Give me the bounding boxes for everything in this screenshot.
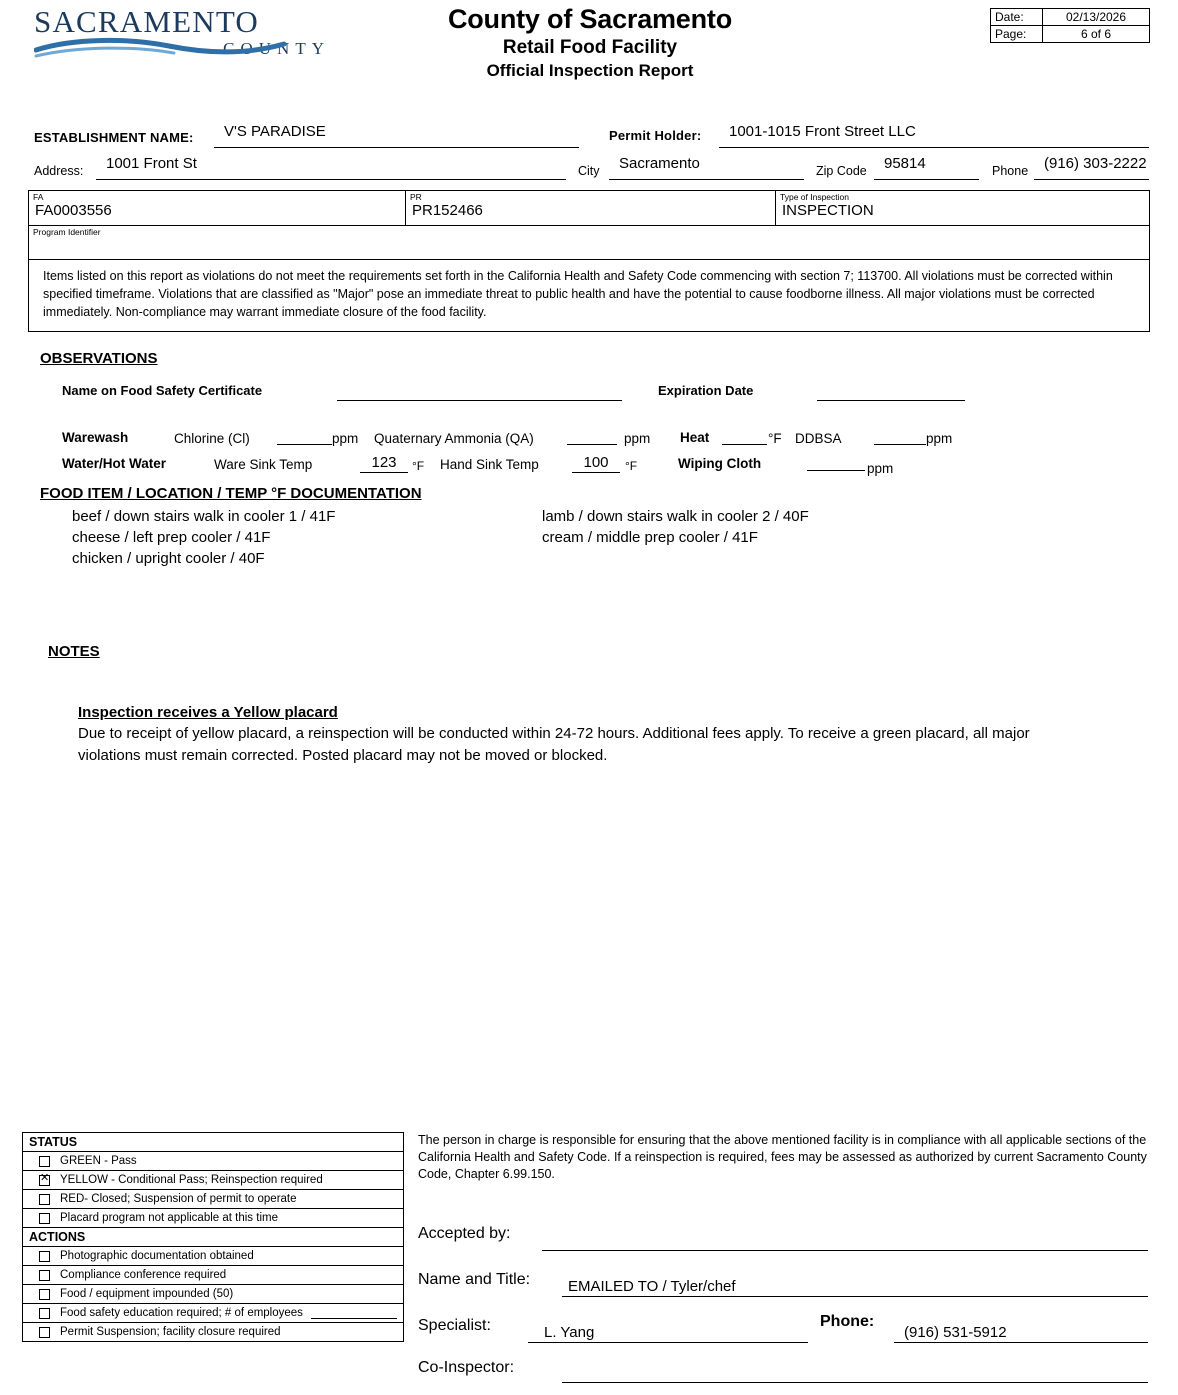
expiration-date-field[interactable] [817, 379, 965, 401]
wiping-cloth-field[interactable] [807, 455, 865, 471]
accepted-by-field[interactable] [542, 1250, 1148, 1251]
food-item: lamb / down stairs walk in cooler 2 / 40F [542, 508, 809, 526]
ddbsa-field[interactable] [874, 429, 926, 445]
establishment-name-row [34, 122, 1150, 152]
county-logo [34, 6, 334, 59]
report-subtitle: Retail Food Facility [502, 37, 678, 58]
chlorine-label: Chlorine (Cl) [174, 431, 250, 447]
page-value: 6 of 6 [1080, 27, 1112, 41]
food-item: cheese / left prep cooler / 41F [72, 529, 271, 547]
wiping-cloth-ppm-unit: ppm [867, 461, 894, 477]
city-label: City [578, 164, 600, 178]
name-title-field[interactable] [562, 1296, 1148, 1297]
logo-wordmark: SACRAMENTO [34, 4, 260, 39]
establishment-section [34, 122, 1150, 186]
status-header: STATUS [23, 1133, 403, 1152]
status-option-label: Placard program not applicable at this time [60, 1212, 278, 1224]
water-hot-water-label: Water/Hot Water [62, 456, 167, 472]
status-option-label: GREEN - Pass [60, 1155, 137, 1167]
establishment-name-label: ESTABLISHMENT NAME: [34, 130, 194, 145]
notes-block [78, 704, 1078, 767]
ware-sink-temp-label: Ware Sink Temp [214, 457, 313, 473]
coinspector-field[interactable] [562, 1382, 1148, 1383]
permit-holder-field[interactable] [719, 122, 1149, 148]
status-option-green[interactable] [23, 1152, 403, 1171]
accepted-by-row [418, 1217, 1158, 1257]
report-subtitle-2: Official Inspection Report [486, 61, 694, 80]
checkbox-food-equipment-impounded[interactable] [39, 1289, 50, 1300]
action-label: Food / equipment impounded (50) [60, 1288, 234, 1300]
phone-value: (916) 303-2222 [1044, 155, 1147, 172]
program-identifier-label: Program Identifier [33, 227, 101, 237]
address-value: 1001 Front St [106, 155, 197, 172]
inspection-type-label: Type of Inspection [780, 192, 849, 202]
status-option-yellow[interactable] [23, 1171, 403, 1190]
hand-sink-temp-value: 100 [583, 454, 609, 472]
warewash-block [62, 427, 1178, 479]
name-title-label: Name and Title: [418, 1270, 531, 1288]
observations-heading: OBSERVATIONS [40, 350, 158, 368]
status-actions-box [22, 1132, 404, 1342]
notes-heading: NOTES [48, 643, 100, 661]
checkbox-compliance-conference[interactable] [39, 1270, 50, 1281]
zip-value: 95814 [884, 155, 926, 172]
specialist-phone-label: Phone: [820, 1312, 875, 1330]
action-food-safety-education[interactable] [23, 1304, 403, 1323]
zip-label: Zip Code [816, 164, 867, 178]
program-identifier-cell[interactable] [28, 226, 1150, 260]
permit-holder-label: Permit Holder: [609, 128, 702, 143]
signature-block [418, 1132, 1158, 1395]
action-label: Compliance conference required [60, 1269, 227, 1281]
action-food-equipment-impounded[interactable] [23, 1285, 403, 1304]
chlorine-ppm-unit: ppm [332, 431, 359, 447]
checkbox-permit-suspension[interactable] [39, 1327, 50, 1338]
zip-field[interactable] [874, 154, 979, 180]
specialist-phone-field[interactable] [894, 1342, 1148, 1343]
checkbox-photographic-documentation[interactable] [39, 1251, 50, 1262]
specialist-field[interactable] [528, 1342, 808, 1343]
action-compliance-conference[interactable] [23, 1266, 403, 1285]
fa-pr-table [28, 190, 1150, 226]
specialist-label: Specialist: [418, 1316, 491, 1334]
name-title-value: EMAILED TO / Tyler/chef [568, 1277, 736, 1295]
food-item: beef / down stairs walk in cooler 1 / 41F [72, 508, 336, 526]
notes-subheading: Inspection receives a Yellow placard [78, 704, 338, 722]
heat-label: Heat [680, 430, 710, 446]
status-option-red[interactable] [23, 1190, 403, 1209]
pr-value: PR152466 [412, 202, 483, 219]
notes-text: Due to receipt of yellow placard, a reinspection will be conducted within 24-72 hours. Additional fees apply. To receive a green placard, all major violations must remain corrected. Posted placard may not be moved or blocked. [78, 725, 1030, 764]
ware-sink-temp-field[interactable] [360, 454, 408, 473]
water-hot-water-row [62, 453, 1178, 479]
hand-sink-unit: °F [625, 459, 638, 474]
food-documentation-heading: FOOD ITEM / LOCATION / TEMP °F DOCUMENTATION [40, 485, 422, 503]
report-title: County of Sacramento [447, 4, 733, 34]
action-label: Photographic documentation obtained [60, 1250, 254, 1262]
action-label: Food safety education required; # of employees [60, 1307, 303, 1319]
chlorine-field[interactable] [277, 429, 332, 445]
cert-name-field[interactable] [337, 379, 622, 401]
expiration-date-label: Expiration Date [658, 383, 754, 399]
action-label: Permit Suspension; facility closure required [60, 1326, 281, 1338]
name-title-row [418, 1263, 1158, 1303]
establishment-name-value: V'S PARADISE [224, 123, 326, 140]
actions-header: ACTIONS [23, 1228, 403, 1247]
logo-subtext: COUNTY [223, 39, 330, 58]
hand-sink-temp-field[interactable] [572, 454, 620, 473]
address-field[interactable] [96, 154, 566, 180]
report-title-block [360, 4, 820, 81]
date-value: 02/13/2026 [1065, 10, 1127, 24]
status-option-label: YELLOW - Conditional Pass; Reinspection required [60, 1174, 323, 1186]
cert-name-value [337, 380, 347, 397]
checkbox-green[interactable] [39, 1156, 50, 1167]
status-option-label: RED- Closed; Suspension of permit to operate [60, 1193, 297, 1205]
footer-section [0, 1132, 1178, 1384]
checkbox-red[interactable] [39, 1194, 50, 1205]
heat-field[interactable] [722, 429, 767, 445]
employee-count-field[interactable] [311, 1308, 397, 1319]
ddbsa-label: DDBSA [795, 431, 842, 447]
swoosh-icon [34, 36, 334, 62]
specialist-value: L. Yang [544, 1323, 595, 1341]
status-option-not-applicable[interactable] [23, 1209, 403, 1228]
warewash-row [62, 427, 1178, 453]
permit-holder-value: 1001-1015 Front Street LLC [729, 123, 916, 140]
page-label: Page: [991, 26, 1043, 42]
food-column-right [542, 508, 1012, 571]
fa-cell[interactable] [29, 191, 406, 225]
fa-value: FA0003556 [35, 202, 112, 219]
city-value: Sacramento [619, 155, 700, 172]
food-item: chicken / upright cooler / 40F [72, 550, 265, 568]
page-header [0, 0, 1178, 100]
food-column-left [72, 508, 542, 571]
ware-sink-temp-value: 123 [371, 454, 397, 472]
qa-label: Quaternary Ammonia (QA) [374, 431, 534, 447]
pr-label: PR [410, 192, 422, 202]
coinspector-label: Co-Inspector: [418, 1358, 515, 1376]
accepted-by-label: Accepted by: [418, 1224, 511, 1242]
date-label: Date: [991, 9, 1043, 25]
heat-unit: °F [768, 431, 782, 447]
pr-cell[interactable] [406, 191, 776, 225]
food-documentation-list [72, 508, 1178, 571]
phone-label: Phone [992, 164, 1029, 178]
coinspector-row [418, 1355, 1158, 1395]
address-row [34, 152, 1150, 186]
address-label: Address: [34, 164, 84, 178]
observations-certificate-row [62, 379, 1178, 405]
ddbsa-ppm-unit: ppm [926, 431, 953, 447]
violation-notice-text: Items listed on this report as violations do not meet the requirements set forth in the California Health and Safety Code commencing with section 7; 113700. All violations must be corrected within specified timeframe. Violations that are classified as "Major" pose an immediate threat to public health and have the potential to cause foodborne illness. All major violations must be corrected immediately. Non-compliance may warrant immediate closure of the food facility. [28, 260, 1150, 332]
action-photographic-documentation[interactable] [23, 1247, 403, 1266]
expiration-date-value [817, 380, 827, 397]
action-permit-suspension[interactable] [23, 1323, 403, 1341]
specialist-phone-value: (916) 531-5912 [904, 1323, 1007, 1341]
wiping-cloth-label: Wiping Cloth [678, 456, 762, 472]
date-page-box [990, 8, 1150, 43]
fa-label: FA [33, 192, 44, 202]
qa-ppm-unit: ppm [624, 431, 651, 447]
qa-field[interactable] [567, 429, 617, 445]
establishment-name-field[interactable] [214, 122, 579, 148]
checkbox-yellow[interactable] [39, 1175, 50, 1186]
inspection-type-value: INSPECTION [782, 202, 874, 219]
ware-sink-unit: °F [412, 459, 425, 474]
checkbox-food-safety-education[interactable] [39, 1308, 50, 1319]
city-field[interactable] [609, 154, 804, 180]
warewash-label: Warewash [62, 430, 129, 446]
checkbox-not-applicable[interactable] [39, 1213, 50, 1224]
food-item: cream / middle prep cooler / 41F [542, 529, 758, 547]
cert-name-label: Name on Food Safety Certificate [62, 383, 263, 399]
phone-field[interactable] [1034, 154, 1149, 180]
specialist-row [418, 1309, 1158, 1349]
hand-sink-temp-label: Hand Sink Temp [440, 457, 539, 473]
responsibility-text: The person in charge is responsible for ensuring that the above mentioned facility is in compliance with all applicable sections of the California Health and Safety Code. If a reinspection is required, fees may be assessed as authorized by current Sacramento County Code, Chapter 6.99.150. [418, 1133, 1147, 1181]
inspection-type-cell[interactable] [776, 191, 1149, 225]
